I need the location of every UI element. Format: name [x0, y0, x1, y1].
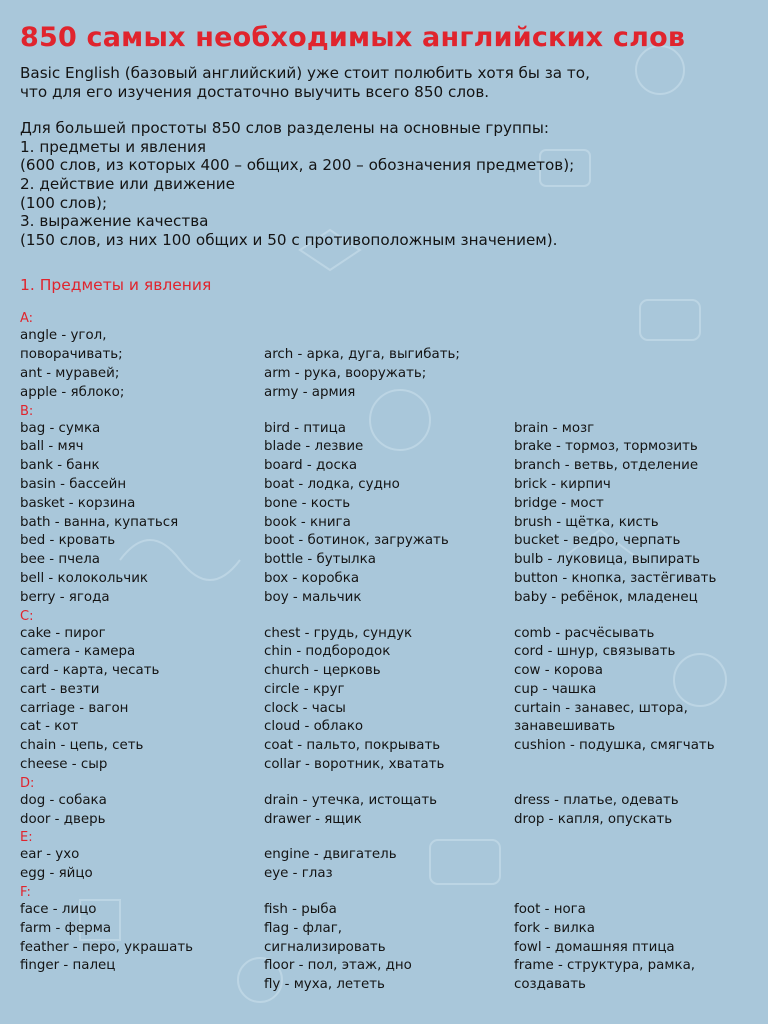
word-column — [20, 625, 264, 775]
letter-group — [20, 829, 768, 884]
word-entry: berry - ягода — [20, 589, 110, 605]
word-entry: basin - бассейн — [20, 476, 127, 492]
word-entry: baby - ребёнок, младенец — [514, 589, 698, 605]
word-entry — [264, 327, 514, 346]
word-entry: bag - сумка — [20, 420, 101, 436]
word-entry: coat - пальто, покрывать — [264, 738, 441, 754]
word-entry: farm - ферма — [20, 920, 112, 936]
word-entry: box - коробка — [264, 570, 360, 586]
word-entry: blade - лезвие — [264, 439, 364, 455]
groups-line: (600 слов, из которых 400 – общих, а 200 – обозначения предметов); — [20, 156, 575, 175]
word-entry: chest - грудь, сундук — [264, 625, 413, 641]
word-columns — [20, 625, 768, 775]
word-entry: bottle - бутылка — [264, 552, 376, 568]
word-entry: bee - пчела — [20, 552, 100, 568]
groups-line: 3. выражение качества — [20, 212, 209, 231]
letter-group — [20, 403, 768, 608]
word-entry: foot - нога — [514, 902, 586, 918]
letter-heading: E: — [20, 830, 33, 846]
word-entry: cloud - облако — [264, 719, 364, 735]
word-column — [20, 792, 264, 830]
word-columns — [20, 901, 768, 995]
word-entry: bank - банк — [20, 458, 100, 474]
word-entry: button - кнопка, застёгивать — [514, 570, 717, 586]
word-entry: flag - флаг, — [264, 920, 342, 936]
word-entry: engine - двигатель — [264, 847, 397, 863]
groups-line: (150 слов, из них 100 общих и 50 с противоположным значением). — [20, 230, 558, 249]
word-entry: apple - яблоко; — [20, 384, 125, 400]
word-entry: cord - шнур, связывать — [514, 644, 676, 660]
word-entry: fly - муха, лететь — [264, 977, 385, 993]
word-entry: dog - собака — [20, 792, 107, 808]
word-entry: arch - арка, дуга, выгибать; — [264, 347, 460, 363]
word-entry: ant - муравей; — [20, 365, 120, 381]
intro-line: что для его изучения достаточно выучить всего 850 слов. — [20, 82, 490, 101]
word-entry: cheese - сыр — [20, 757, 108, 773]
word-entry: brush - щётка, кисть — [514, 514, 659, 530]
groups-line: 1. предметы и явления — [20, 137, 206, 156]
word-entry: cup - чашка — [514, 681, 597, 697]
word-column — [264, 846, 514, 884]
word-entry: cow - корова — [514, 663, 603, 679]
word-entry: drawer - ящик — [264, 811, 362, 827]
word-entry: face - лицо — [20, 902, 97, 918]
word-column — [20, 901, 264, 995]
word-entry: carriage - вагон — [20, 700, 129, 716]
word-entry — [514, 756, 764, 775]
intro-text — [20, 64, 768, 249]
word-columns — [20, 792, 768, 830]
word-column — [264, 625, 514, 775]
word-column — [514, 625, 764, 775]
page-title: 850 самых необходимых английских слов — [20, 22, 686, 53]
word-entry: board - доска — [264, 458, 358, 474]
word-entry: frame - структура, рамка, — [514, 958, 696, 974]
letter-heading: D: — [20, 775, 35, 791]
word-entry: brain - мозг — [514, 420, 595, 436]
word-entry: arm - рука, вооружать; — [264, 365, 427, 381]
groups-line: Для большей простоты 850 слов разделены на основные группы: — [20, 119, 549, 138]
word-entry: book - книга — [264, 514, 351, 530]
word-entry: поворачивать; — [20, 347, 123, 363]
word-entry: boy - мальчик — [264, 589, 362, 605]
word-entry: bucket - ведро, черпать — [514, 533, 681, 549]
word-column — [514, 846, 764, 884]
letter-heading: C: — [20, 608, 34, 624]
word-column — [264, 792, 514, 830]
word-entry: ear - ухо — [20, 847, 80, 863]
word-entry: clock - часы — [264, 700, 346, 716]
word-entry: занавешивать — [514, 719, 616, 735]
word-entry: angle - угол, — [20, 328, 107, 344]
word-entry: bath - ванна, купаться — [20, 514, 179, 530]
word-entry: сигнализировать — [264, 939, 386, 955]
word-columns — [20, 420, 768, 608]
word-column — [20, 846, 264, 884]
word-entry: cart - везти — [20, 681, 100, 697]
word-entry: cushion - подушка, смягчать — [514, 738, 715, 754]
word-entry: egg - яйцо — [20, 866, 93, 882]
word-entry: branch - ветвь, отделение — [514, 458, 699, 474]
word-column — [20, 420, 264, 608]
letter-group — [20, 884, 768, 995]
word-entry: comb - расчёсывать — [514, 625, 655, 641]
word-entry: church - церковь — [264, 663, 381, 679]
word-entry: bell - колокольчик — [20, 570, 148, 586]
word-column — [20, 327, 264, 402]
word-entry: card - карта, чесать — [20, 663, 160, 679]
word-entry: ball - мяч — [20, 439, 84, 455]
letter-heading: A: — [20, 311, 34, 327]
word-list — [20, 310, 768, 995]
letter-heading: F: — [20, 885, 31, 901]
word-entry: collar - воротник, хватать — [264, 757, 445, 773]
groups-line: 2. действие или движение — [20, 174, 235, 193]
word-entry: camera - камера — [20, 644, 136, 660]
word-entry: fork - вилка — [514, 920, 595, 936]
word-column — [264, 420, 514, 608]
word-entry: boot - ботинок, загружать — [264, 533, 449, 549]
word-entry: curtain - занавес, штора, — [514, 700, 688, 716]
word-entry: cat - кот — [20, 719, 79, 735]
word-entry: army - армия — [264, 384, 356, 400]
word-entry: bulb - луковица, выпирать — [514, 552, 701, 568]
word-entry: chain - цепь, сеть — [20, 738, 144, 754]
word-entry: boat - лодка, судно — [264, 476, 400, 492]
word-columns — [20, 846, 768, 884]
section-title: 1. Предметы и явления — [20, 276, 212, 295]
word-entry: fish - рыба — [264, 902, 337, 918]
word-entry: bone - кость — [264, 495, 351, 511]
word-entry: eye - глаз — [264, 866, 333, 882]
word-entry: brick - кирпич — [514, 476, 611, 492]
letter-group — [20, 775, 768, 830]
groups-line: (100 слов); — [20, 193, 108, 212]
word-columns — [20, 327, 768, 402]
word-entry: bird - птица — [264, 420, 346, 436]
word-entry: feather - перо, украшать — [20, 939, 194, 955]
letter-heading: B: — [20, 403, 34, 419]
word-entry: floor - пол, этаж, дно — [264, 958, 412, 974]
word-column — [264, 327, 514, 402]
word-entry: finger - палец — [20, 958, 116, 974]
word-entry: bridge - мост — [514, 495, 604, 511]
intro-line: Basic English (базовый английский) уже стоит полюбить хотя бы за то, — [20, 64, 590, 82]
letter-group — [20, 608, 768, 775]
word-entry: bed - кровать — [20, 533, 116, 549]
word-entry: drop - капля, опускать — [514, 811, 673, 827]
word-entry: dress - платье, одевать — [514, 792, 679, 808]
word-column — [514, 792, 764, 830]
word-entry: создавать — [514, 977, 586, 993]
word-column — [514, 327, 764, 402]
word-entry: cake - пирог — [20, 625, 106, 641]
word-entry: chin - подбородок — [264, 644, 391, 660]
word-entry: circle - круг — [264, 681, 345, 697]
word-column — [264, 901, 514, 995]
letter-group — [20, 310, 768, 402]
word-entry: basket - корзина — [20, 495, 136, 511]
word-column — [514, 420, 764, 608]
word-entry: drain - утечка, истощать — [264, 792, 438, 808]
word-entry: door - дверь — [20, 811, 106, 827]
word-column — [514, 901, 764, 995]
word-entry: brake - тормоз, тормозить — [514, 439, 698, 455]
word-entry: fowl - домашняя птица — [514, 939, 675, 955]
